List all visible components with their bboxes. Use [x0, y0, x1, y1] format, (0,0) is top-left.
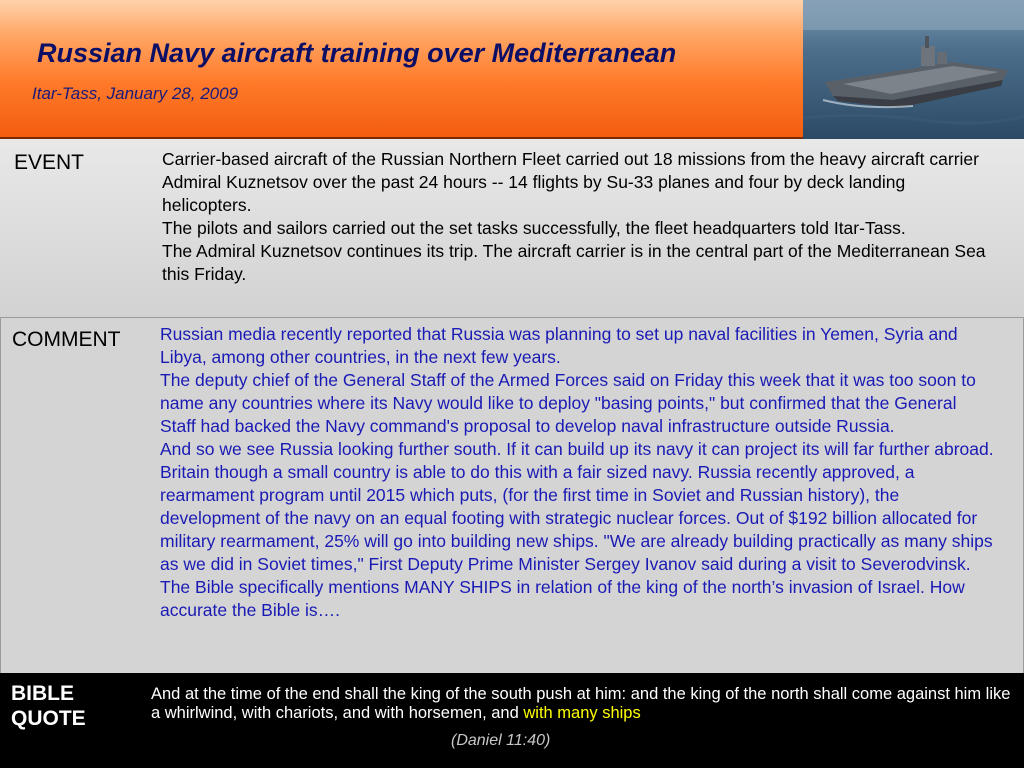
comment-paragraph: And so we see Russia looking further south. If it can build up its navy it can project its will far further abroad. Britain though a small country is able to do this with a fair sized navy. Russia recently approved, a rearmament program until 2015 which puts, (for the first time in Soviet and Russian history), the development of the navy on an equal footing with strategic nuclear forces. Out of $192 billion allocated for military rearmament, 25% will go into building new ships. "We are already building practically as many ships as we did in Soviet times," First Deputy Prime Minister Sergey Ivanov said during a visit to Severodvinsk. The Bible specifically mentions MANY SHIPS in relation of the king of the north’s invasion of Israel. How accurate the Bible is….	[160, 439, 994, 620]
comment-paragraph: Russian media recently reported that Russia was planning to set up naval facilities in Yemen, Syria and Libya, among other countries, in the next few years.	[160, 324, 958, 367]
bible-label-line: BIBLE	[11, 682, 74, 705]
event-paragraph: Carrier-based aircraft of the Russian Northern Fleet carried out 18 missions from the heavy aircraft carrier Admiral Kuznetsov over the past 24 hours -- 14 flights by Su-33 planes and four by deck landing helicopters.	[162, 149, 979, 215]
event-label: EVENT	[14, 151, 85, 174]
page-title: Russian Navy aircraft training over Mediterranean	[37, 38, 677, 68]
bible-quote-label	[11, 681, 86, 731]
scripture-reference: (Daniel 11:40)	[451, 732, 551, 749]
event-section	[0, 139, 1024, 318]
event-text	[162, 148, 992, 286]
bible-quote-text	[151, 685, 1011, 723]
event-paragraph: The Admiral Kuznetsov continues its trip. The aircraft carrier is in the central part of the Mediterranean Sea this Friday.	[162, 241, 986, 284]
title-banner	[0, 0, 803, 139]
event-paragraph: The pilots and sailors carried out the set tasks successfully, the fleet headquarters told Itar-Tass.	[162, 218, 906, 238]
comment-text	[160, 323, 995, 622]
quote-body: And at the time of the end shall the king of the south push at him: and the king of the north shall come against him like a whirlwind, with chariots, and with horsemen, and	[151, 685, 1011, 722]
aircraft-carrier-photo	[803, 0, 1024, 139]
comment-section	[0, 318, 1024, 673]
bible-quote-section	[0, 673, 1024, 768]
comment-label: COMMENT	[12, 328, 121, 351]
quote-label-line: QUOTE	[11, 707, 86, 730]
quote-highlight: with many ships	[523, 704, 641, 722]
comment-paragraph: The deputy chief of the General Staff of the Armed Forces said on Friday this week that it was too soon to name any countries where its Navy would like to deploy "basing points," but confirmed that the General Staff had backed the Navy command's proposal to develop naval infrastructure outside Russia.	[160, 370, 976, 436]
source-line: Itar-Tass, January 28, 2009	[32, 84, 239, 103]
